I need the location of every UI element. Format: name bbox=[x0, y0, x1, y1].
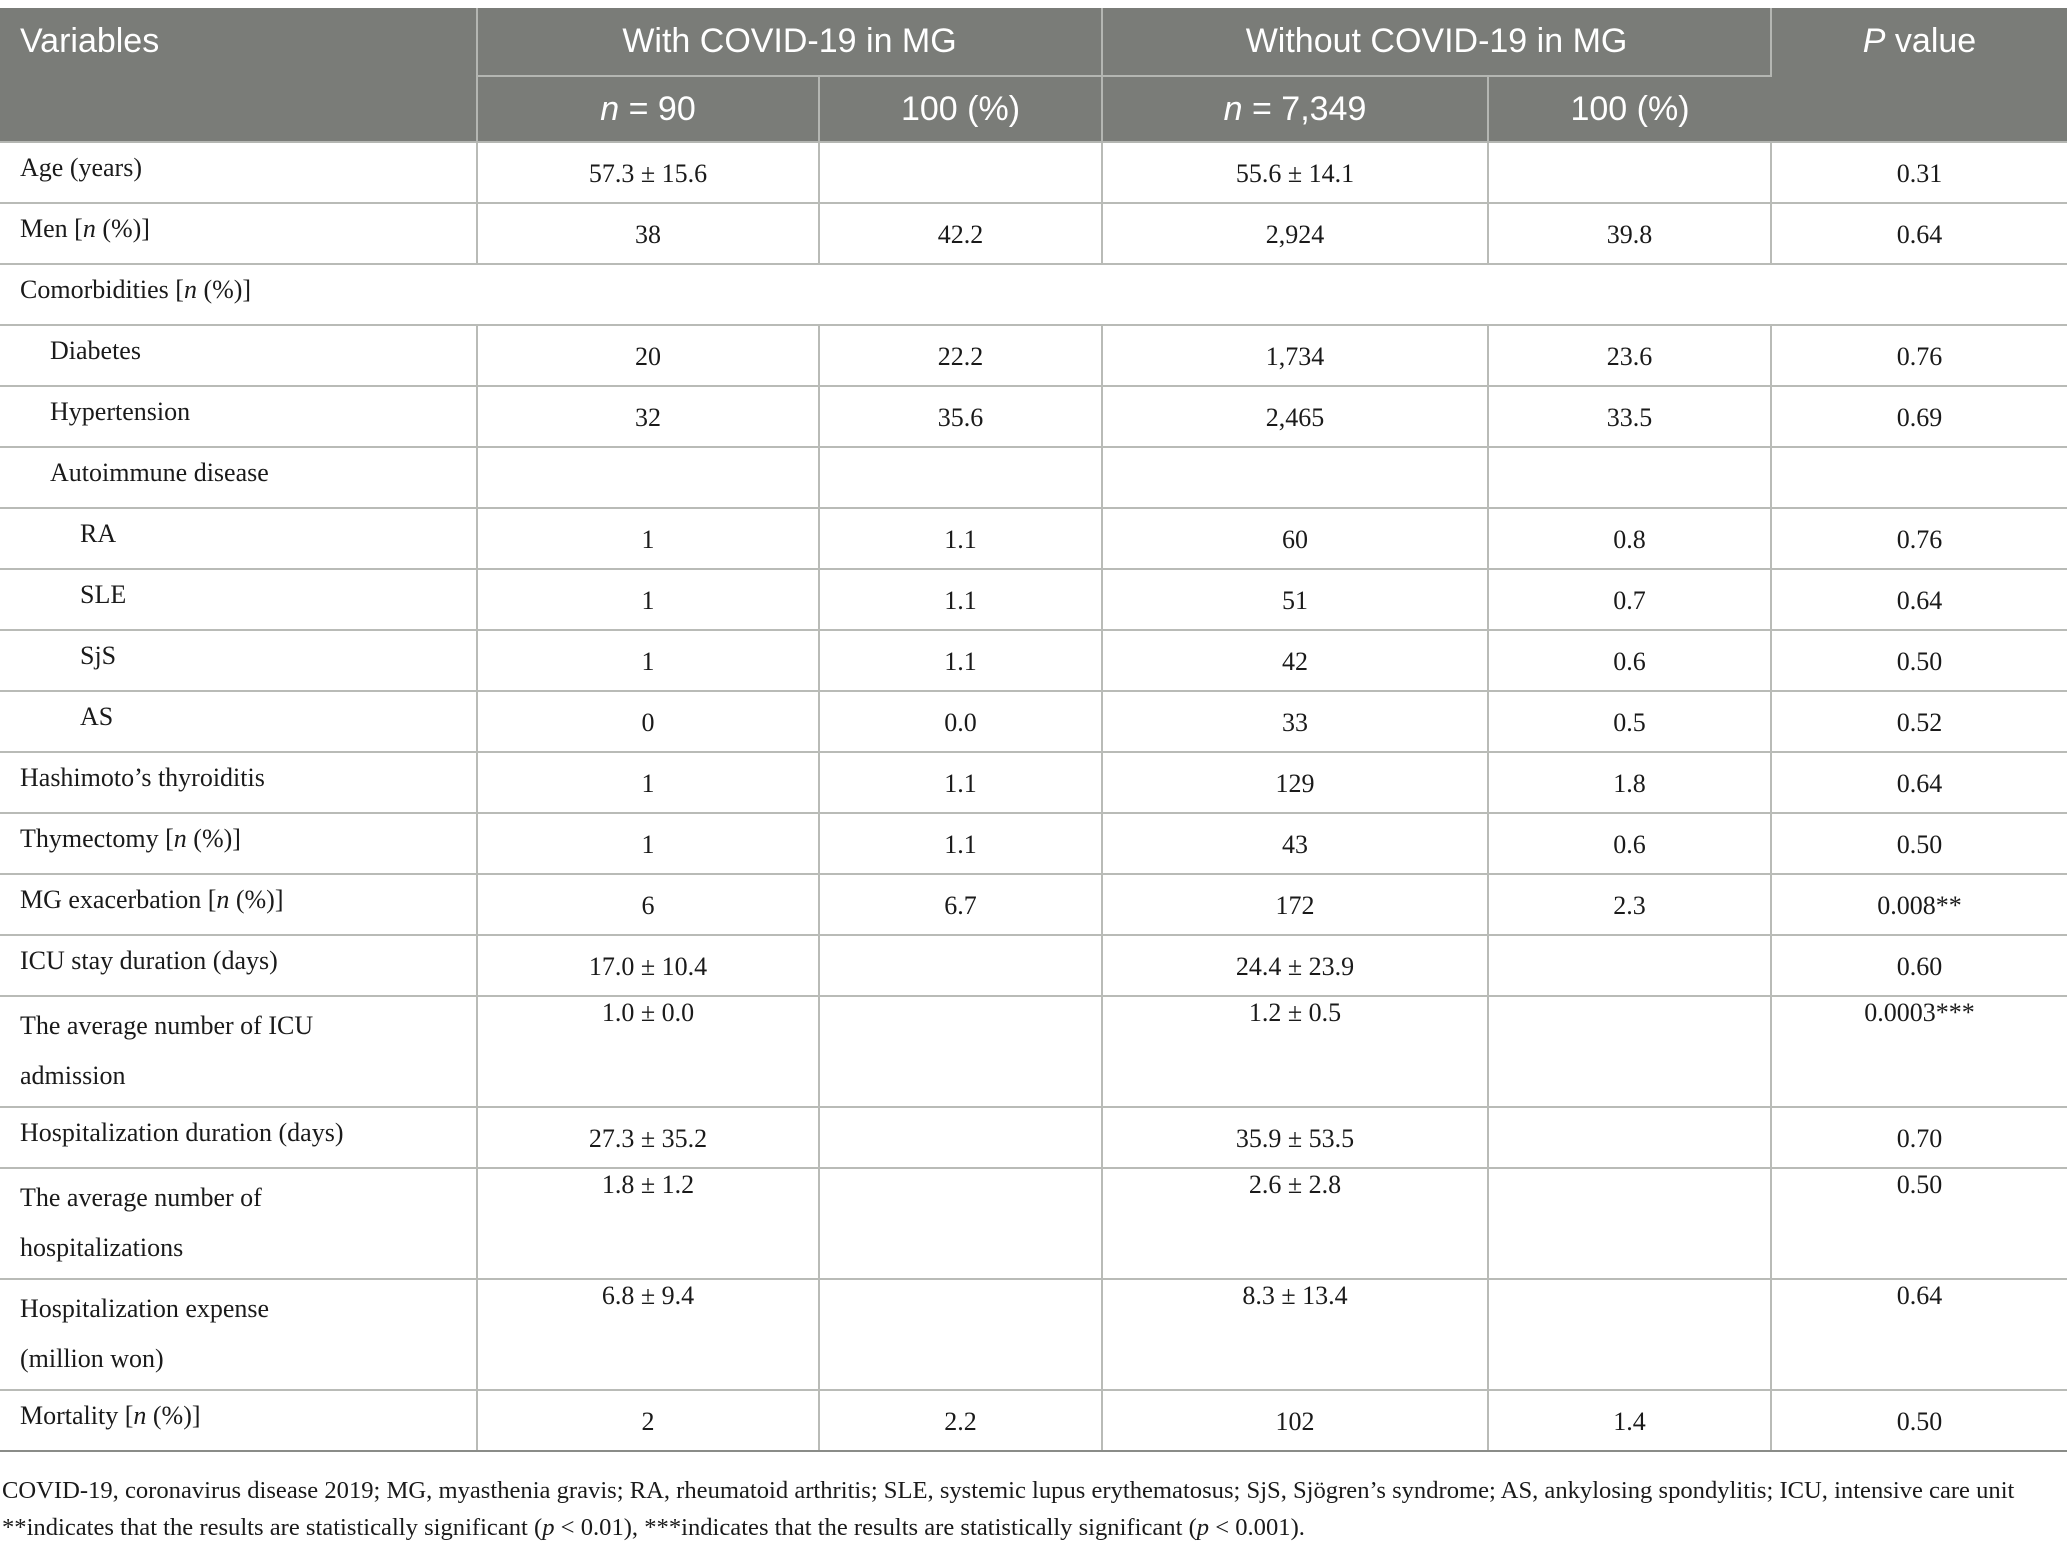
table-row bbox=[0, 935, 2067, 996]
cell-without-pct: 39.8 bbox=[1488, 203, 1771, 264]
cell-with-pct: 1.1 bbox=[819, 813, 1102, 874]
cell-with-n: 17.0 ± 10.4 bbox=[477, 935, 819, 996]
table-body bbox=[0, 142, 2067, 1451]
cell-without-pct bbox=[1488, 1279, 1771, 1390]
cell-p-value: 0.76 bbox=[1771, 325, 2067, 386]
cell-with-n: 57.3 ± 15.6 bbox=[477, 142, 819, 203]
cell-with-n: 2 bbox=[477, 1390, 819, 1451]
cell-with-pct: 1.1 bbox=[819, 630, 1102, 691]
row-label: Hospitalization expense (million won) bbox=[0, 1279, 477, 1390]
cell-with-pct: 0.0 bbox=[819, 691, 1102, 752]
cell-with-n: 6 bbox=[477, 874, 819, 935]
table-row bbox=[0, 569, 2067, 630]
header-without-n: n = 7,349 bbox=[1102, 76, 1488, 142]
cell-without-pct bbox=[1488, 142, 1771, 203]
cell-with-n: 0 bbox=[477, 691, 819, 752]
cell-p-value: 0.76 bbox=[1771, 508, 2067, 569]
cell-p-value: 0.64 bbox=[1771, 752, 2067, 813]
row-label: Age (years) bbox=[0, 142, 477, 203]
row-label: RA bbox=[0, 508, 477, 569]
cell-without-n: 60 bbox=[1102, 508, 1488, 569]
table-row bbox=[0, 386, 2067, 447]
cell-without-n: 8.3 ± 13.4 bbox=[1102, 1279, 1488, 1390]
cell-without-n: 2,465 bbox=[1102, 386, 1488, 447]
cell-with-pct bbox=[819, 142, 1102, 203]
cell-without-pct bbox=[1488, 1168, 1771, 1279]
cell-with-pct: 1.1 bbox=[819, 752, 1102, 813]
table-row bbox=[0, 874, 2067, 935]
table-row bbox=[0, 325, 2067, 386]
cell-with-n: 1 bbox=[477, 569, 819, 630]
row-label: Hypertension bbox=[0, 386, 477, 447]
cell-with-n: 1 bbox=[477, 752, 819, 813]
row-label: SLE bbox=[0, 569, 477, 630]
header-without-covid: Without COVID-19 in MG bbox=[1102, 8, 1771, 76]
cell-without-n: 33 bbox=[1102, 691, 1488, 752]
cell-without-pct: 0.8 bbox=[1488, 508, 1771, 569]
cell-without-n: 42 bbox=[1102, 630, 1488, 691]
row-label: Men [n (%)] bbox=[0, 203, 477, 264]
table-row bbox=[0, 203, 2067, 264]
row-label: Mortality [n (%)] bbox=[0, 1390, 477, 1451]
cell-without-n bbox=[1102, 447, 1488, 508]
cell-without-pct bbox=[1488, 996, 1771, 1107]
cell-with-n bbox=[477, 447, 819, 508]
cell-with-n: 6.8 ± 9.4 bbox=[477, 1279, 819, 1390]
cell-with-n: 1 bbox=[477, 630, 819, 691]
cell-p-value: 0.0003*** bbox=[1771, 996, 2067, 1107]
row-label: Hashimoto’s thyroiditis bbox=[0, 752, 477, 813]
cell-without-pct: 33.5 bbox=[1488, 386, 1771, 447]
row-label: The average number of hospitalizations bbox=[0, 1168, 477, 1279]
cell-p-value: 0.52 bbox=[1771, 691, 2067, 752]
cell-with-pct: 42.2 bbox=[819, 203, 1102, 264]
cell-without-pct: 0.5 bbox=[1488, 691, 1771, 752]
table-row bbox=[0, 1168, 2067, 1279]
row-label: Diabetes bbox=[0, 325, 477, 386]
cell-without-pct: 1.4 bbox=[1488, 1390, 1771, 1451]
table-footnote: COVID-19, coronavirus disease 2019; MG, myasthenia gravis; RA, rheumatoid arthritis; SLE, systemic lupus erythematosus; SjS, Sjögren’s syndrome; AS, ankylosing spondylitis; ICU, intensive care unit **indicates that the results are statistically significant (p < 0.01), ***indicates that the results are statistically significant (p < 0.001). bbox=[2, 1477, 2015, 1541]
cell-with-n: 20 bbox=[477, 325, 819, 386]
row-label: Thymectomy [n (%)] bbox=[0, 813, 477, 874]
table-row bbox=[0, 996, 2067, 1107]
cell-with-n: 38 bbox=[477, 203, 819, 264]
cell-p-value: 0.50 bbox=[1771, 813, 2067, 874]
cell-with-pct bbox=[819, 1168, 1102, 1279]
cell-with-pct: 2.2 bbox=[819, 1390, 1102, 1451]
cell-with-pct bbox=[819, 447, 1102, 508]
header-with-covid: With COVID-19 in MG bbox=[477, 8, 1102, 76]
cell-without-n: 55.6 ± 14.1 bbox=[1102, 142, 1488, 203]
row-label: The average number of ICU admission bbox=[0, 996, 477, 1107]
cell-with-pct bbox=[819, 1107, 1102, 1168]
cell-with-n: 1 bbox=[477, 508, 819, 569]
cell-with-pct bbox=[819, 996, 1102, 1107]
cell-without-n: 1,734 bbox=[1102, 325, 1488, 386]
cell-without-pct: 2.3 bbox=[1488, 874, 1771, 935]
header-with-n: n = 90 bbox=[477, 76, 819, 142]
header-variables: Variables bbox=[0, 8, 477, 142]
cell-p-value: 0.64 bbox=[1771, 203, 2067, 264]
table-row bbox=[0, 447, 2067, 508]
cell-without-pct bbox=[1488, 447, 1771, 508]
cell-p-value: 0.64 bbox=[1771, 569, 2067, 630]
header-with-pct: 100 (%) bbox=[819, 76, 1102, 142]
cell-with-n: 1 bbox=[477, 813, 819, 874]
table-row bbox=[0, 142, 2067, 203]
cell-without-n: 2,924 bbox=[1102, 203, 1488, 264]
table-header bbox=[0, 8, 2067, 142]
cell-p-value: 0.008** bbox=[1771, 874, 2067, 935]
cell-with-pct: 22.2 bbox=[819, 325, 1102, 386]
cell-with-pct: 1.1 bbox=[819, 508, 1102, 569]
header-without-pct: 100 (%) bbox=[1488, 76, 1771, 142]
cell-without-pct bbox=[1488, 935, 1771, 996]
cell-with-n: 27.3 ± 35.2 bbox=[477, 1107, 819, 1168]
cell-with-pct bbox=[819, 935, 1102, 996]
table-row-section bbox=[0, 264, 2067, 325]
cell-without-n: 102 bbox=[1102, 1390, 1488, 1451]
row-label: Autoimmune disease bbox=[0, 447, 477, 508]
cell-without-n: 2.6 ± 2.8 bbox=[1102, 1168, 1488, 1279]
table-row bbox=[0, 508, 2067, 569]
cell-without-n: 35.9 ± 53.5 bbox=[1102, 1107, 1488, 1168]
cell-without-pct: 0.6 bbox=[1488, 813, 1771, 874]
cell-with-pct bbox=[819, 1279, 1102, 1390]
cell-with-pct: 1.1 bbox=[819, 569, 1102, 630]
cell-p-value bbox=[1771, 447, 2067, 508]
cell-p-value: 0.50 bbox=[1771, 630, 2067, 691]
cell-without-pct: 0.7 bbox=[1488, 569, 1771, 630]
table-row bbox=[0, 813, 2067, 874]
cell-p-value: 0.69 bbox=[1771, 386, 2067, 447]
cell-p-value: 0.31 bbox=[1771, 142, 2067, 203]
table-row bbox=[0, 630, 2067, 691]
row-label: Comorbidities [n (%)] bbox=[0, 264, 2067, 325]
row-label: ICU stay duration (days) bbox=[0, 935, 477, 996]
cell-with-pct: 6.7 bbox=[819, 874, 1102, 935]
cell-without-n: 129 bbox=[1102, 752, 1488, 813]
cell-without-n: 1.2 ± 0.5 bbox=[1102, 996, 1488, 1107]
table-row bbox=[0, 1279, 2067, 1390]
cell-without-n: 51 bbox=[1102, 569, 1488, 630]
cell-p-value: 0.64 bbox=[1771, 1279, 2067, 1390]
cell-without-pct: 1.8 bbox=[1488, 752, 1771, 813]
table-row bbox=[0, 691, 2067, 752]
cell-without-pct: 23.6 bbox=[1488, 325, 1771, 386]
header-p-value: P value bbox=[1771, 8, 2067, 142]
cell-p-value: 0.70 bbox=[1771, 1107, 2067, 1168]
cell-p-value: 0.50 bbox=[1771, 1390, 2067, 1451]
cell-with-n: 32 bbox=[477, 386, 819, 447]
cell-with-n: 1.0 ± 0.0 bbox=[477, 996, 819, 1107]
row-label: MG exacerbation [n (%)] bbox=[0, 874, 477, 935]
cell-with-pct: 35.6 bbox=[819, 386, 1102, 447]
results-table bbox=[0, 8, 2067, 1452]
cell-without-n: 172 bbox=[1102, 874, 1488, 935]
row-label: SjS bbox=[0, 630, 477, 691]
cell-p-value: 0.50 bbox=[1771, 1168, 2067, 1279]
cell-without-pct bbox=[1488, 1107, 1771, 1168]
table-row bbox=[0, 1107, 2067, 1168]
cell-without-n: 24.4 ± 23.9 bbox=[1102, 935, 1488, 996]
row-label: AS bbox=[0, 691, 477, 752]
cell-p-value: 0.60 bbox=[1771, 935, 2067, 996]
row-label: Hospitalization duration (days) bbox=[0, 1107, 477, 1168]
cell-without-n: 43 bbox=[1102, 813, 1488, 874]
table-row bbox=[0, 752, 2067, 813]
cell-without-pct: 0.6 bbox=[1488, 630, 1771, 691]
cell-with-n: 1.8 ± 1.2 bbox=[477, 1168, 819, 1279]
table-row bbox=[0, 1390, 2067, 1451]
